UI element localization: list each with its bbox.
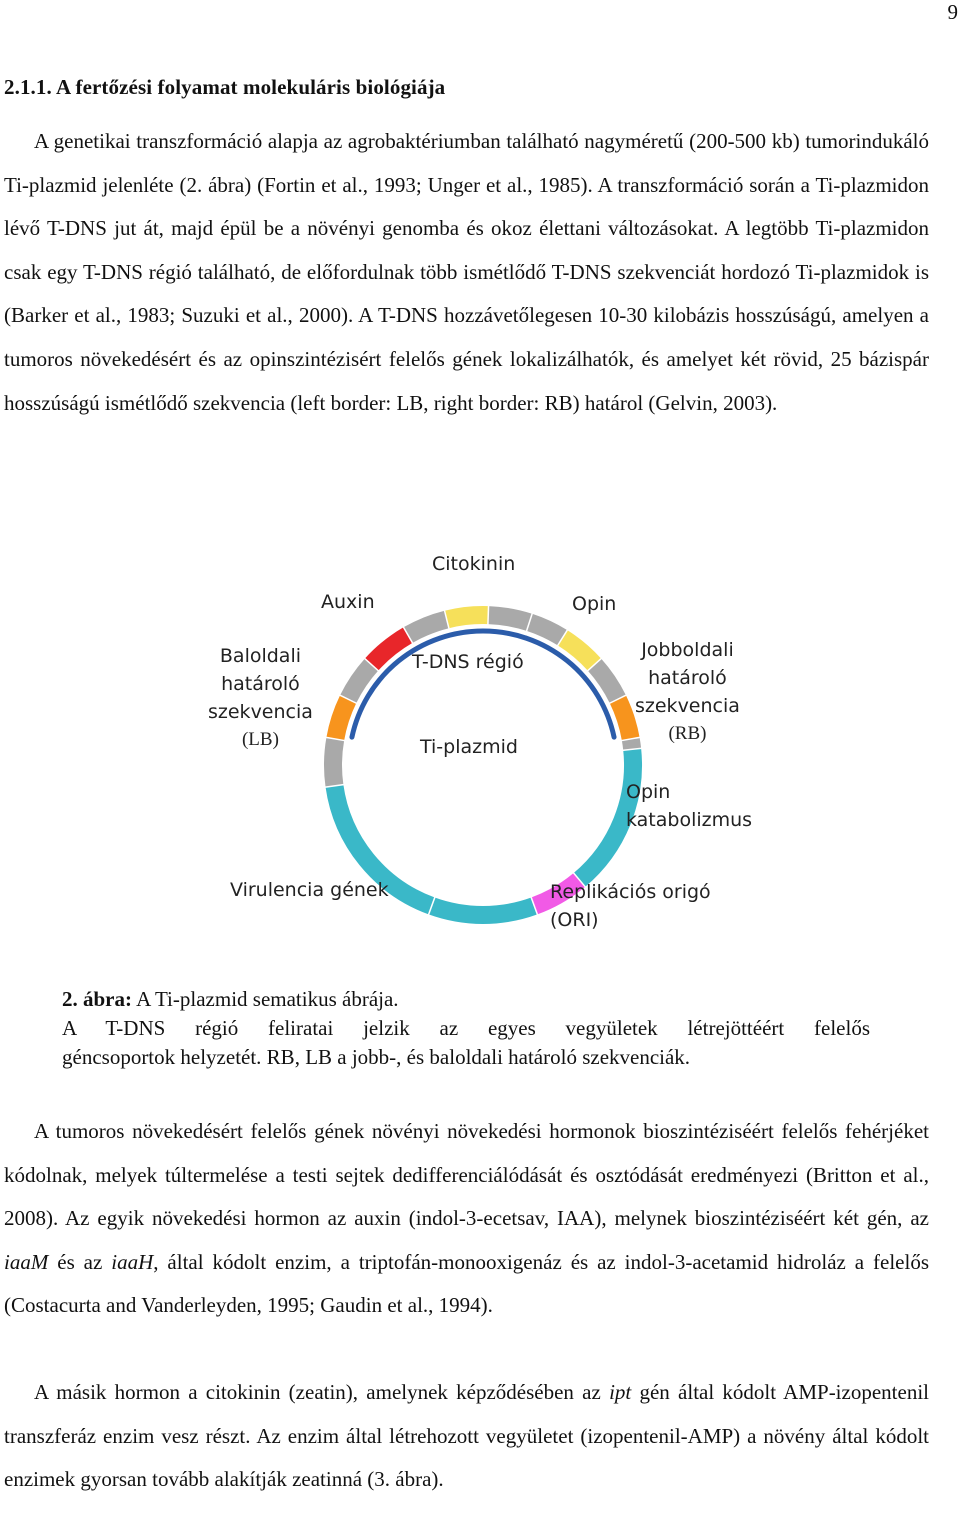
caption-line-3: géncsoportok helyzetét. RB, LB a jobb-, és baloldali határoló szekvenciák. [62,1045,691,1069]
segment-orange-lb [335,699,348,739]
segment-yellow-citokinin [447,615,489,619]
paragraph-3-end: gén által kódolt AMP-izopentenil transzferáz enzim vesz részt. Az enzim által létrehozott vegyületet (izopentenil-AMP) a növény által kódolt enzimek gyorsan tovább alakítják zeatinná (3. ábra). [4,1380,929,1492]
segment-separator [488,605,489,625]
page-number: 9 [947,0,958,24]
label-virulencia: Virulencia gének [230,879,389,901]
figure-caption [62,985,870,1072]
paragraph-3-start: A másik hormon a citokinin (zeatin), amelynek képződésében az [34,1380,610,1404]
section-heading: 2.1.1. A fertőzési folyamat molekuláris biológiája [4,75,446,99]
label-opin-kat-1: Opin [626,781,671,803]
segment-gray-2 [408,619,447,635]
segment-orange-rb [618,699,631,739]
label-szekvencia-left: szekvencia [208,701,313,723]
segment-teal-opin-kat [579,749,633,880]
label-jobboldali: Jobboldali [641,639,734,661]
label-auxin: Auxin [321,591,375,613]
label-szekvencia-right: szekvencia [635,695,740,717]
paragraph-1-text: A genetikai transzformáció alapja az agrobaktériumban található nagyméretű (200-500 kb) tumorindukáló Ti-plazmid jelenléte (2. ábra) (Fortin et al., 1993; Unger et al., 1985). A transzformáció során a Ti-plazmidon lévő T-DNS jut át, majd épül be a növényi genomba és okoz élettani változásokat. A legtöbb Ti-plazmidon csak egy T-DNS régió található, de előfordulnak több ismétlődő T-DNS szekvenciát hordozó Ti-plazmidok is (Barker et al., 1983; Suzuki et al., 2000). A T-DNS hozzávetőlegesen 10-30 kilobázis hosszúságú, amelyen a tumoros növekedésért és az opinszintézisért felelős gének lokalizálhatók, és amelyet két rövid, 25 bázispár hosszúságú ismétlődő szekvencia (left border: LB, right border: RB) határol (Gelvin, 2003). [4,129,929,415]
label-hatarolo-left: határoló [221,673,300,695]
paragraph-1 [4,120,929,425]
caption-title: 2. ábra: [62,987,132,1011]
label-ori: (ORI) [550,909,599,931]
paragraph-2-text: A tumoros növekedésért felelős gének növényi növekedési hormonok bioszintéziséért felelős fehérjéket kódolnak, melyek túltermelése a testi sejtek dedifferenciálódását és osztódását eredményezi (Britton et al., 2008). Az egyik növekedési hormon az auxin (indol-3-ecetsav, IAA), melynek bioszintéziséért két gén, az [4,1119,929,1231]
label-hatarolo-right: határoló [648,667,727,689]
caption-title-rest: A Ti-plazmid sematikus ábrája. [132,987,399,1011]
segment-gray-4 [529,622,562,637]
label-baloldali: Baloldali [219,645,302,667]
ti-plasmid-figure [200,550,770,940]
caption-line-2: A T-DNS régió feliratai jelzik az egyes vegyületek létrejöttéért felelős [62,1016,870,1040]
label-citokinin: Citokinin [432,553,516,575]
label-rb: (RB) [668,723,707,744]
paragraph-2-mid: és az [48,1249,112,1274]
segment-gray-top [333,739,335,786]
segment-teal-vir-1 [432,906,535,915]
segment-gray-6 [631,739,632,749]
label-replikacios: Replikációs origó [550,881,711,903]
paragraph-2 [4,1110,929,1328]
label-opin-katabolizmus [626,778,752,834]
paragraph-2-end: , által kódolt enzim, a triptofán-monooxigenáz és az indol-3-acetamid hidroláz a felelős (Costacurta and Vanderleyden, 1995; Gaudin et al., 1994). [4,1249,929,1318]
label-ti-plazmid: Ti-plazmid [420,736,518,758]
label-left-border [208,642,313,754]
segment-gray-3 [488,615,529,622]
label-right-border [635,636,740,748]
gene-iaah: iaaH [111,1249,154,1274]
label-lb: (LB) [241,729,279,750]
label-tdns-region: T-DNS régió [412,651,524,673]
gene-iaam: iaaM [4,1249,49,1274]
gene-ipt: ipt [609,1380,632,1404]
label-replikacios-origo [550,878,711,934]
label-opin: Opin [572,593,617,615]
paragraph-3 [4,1371,929,1502]
label-opin-kat-2: katabolizmus [626,809,753,831]
